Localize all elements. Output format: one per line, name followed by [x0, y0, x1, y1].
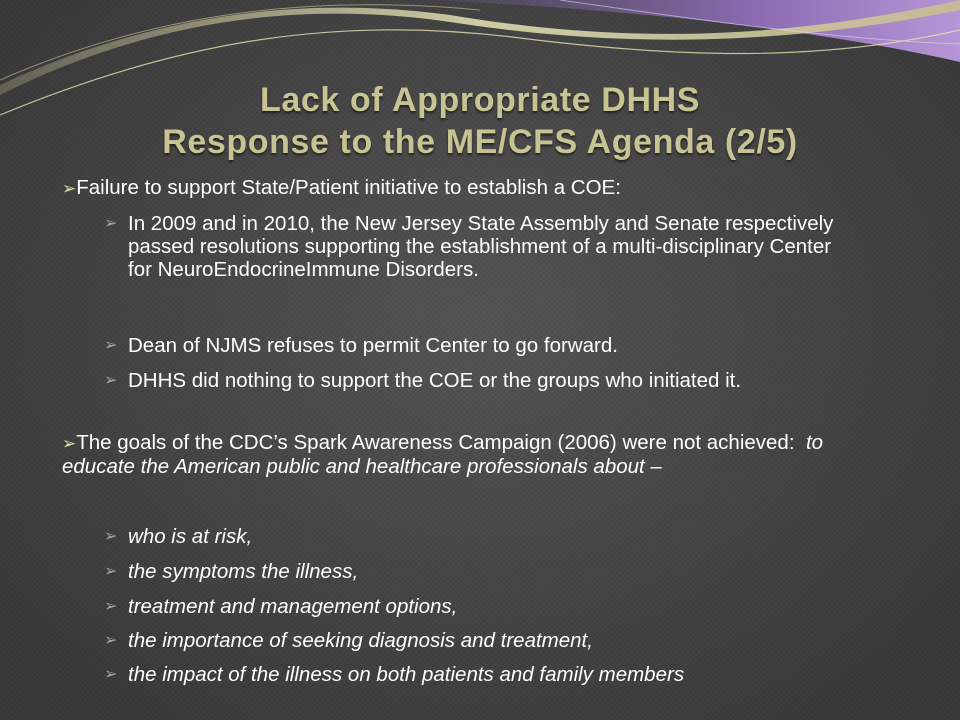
sub-bullet-2-3 — [104, 595, 844, 618]
sub-bullet-text: the impact of the illness on both patients and family members — [128, 663, 685, 686]
bullet-1 — [62, 176, 872, 200]
bullet-1-text: Failure to support State/Patient initiative to establish a COE: — [76, 176, 621, 199]
sub-bullet-2-2 — [104, 560, 844, 583]
arrow-bullet-icon: ➢ — [62, 434, 77, 453]
arrow-bullet-icon: ➢ — [104, 337, 118, 354]
sub-bullet-text: Dean of NJMS refuses to permit Center to go forward. — [128, 334, 618, 357]
arrow-bullet-icon: ➢ — [104, 632, 118, 649]
arrow-bullet-icon: ➢ — [62, 179, 77, 198]
sub-bullet-text: DHHS did nothing to support the COE or the groups who initiated it. — [128, 369, 742, 392]
slide-title-line-2: Response to the ME/CFS Agenda (2/5) — [162, 123, 798, 161]
arrow-bullet-icon: ➢ — [104, 372, 118, 389]
arrow-bullet-icon: ➢ — [104, 528, 118, 545]
sub-bullet-1-1 — [104, 212, 844, 281]
bullet-2 — [62, 431, 872, 478]
sub-bullet-2-4 — [104, 629, 844, 652]
bullet-2-text: The goals of the CDC’s Spark Awareness Campaign (2006) were not achieved: — [76, 431, 795, 454]
sub-bullet-text: treatment and management options, — [128, 595, 458, 618]
sub-bullet-text: the importance of seeking diagnosis and treatment, — [128, 629, 593, 652]
slide-title-line-1: Lack of Appropriate DHHS — [259, 81, 701, 119]
bullet-2-italic-text: to educate the American public and healthcare professionals about – — [62, 431, 824, 478]
sub-bullet-text: who is at risk, — [128, 525, 253, 548]
sub-bullet-text: In 2009 and in 2010, the New Jersey State Assembly and Senate respectively passed resolutions supporting the establishment of a multi-disciplinary Center for NeuroEndocrineImmune Disorders. — [128, 212, 834, 281]
sub-bullet-1-3 — [104, 369, 844, 392]
arrow-bullet-icon: ➢ — [104, 215, 118, 232]
sub-bullet-2-5 — [104, 663, 844, 686]
sub-bullet-2-1 — [104, 525, 844, 548]
arrow-bullet-icon: ➢ — [104, 666, 118, 683]
sub-bullet-text: the symptoms the illness, — [128, 560, 359, 583]
arrow-bullet-icon: ➢ — [104, 563, 118, 580]
arrow-bullet-icon: ➢ — [104, 598, 118, 615]
sub-bullet-1-2 — [104, 334, 844, 357]
